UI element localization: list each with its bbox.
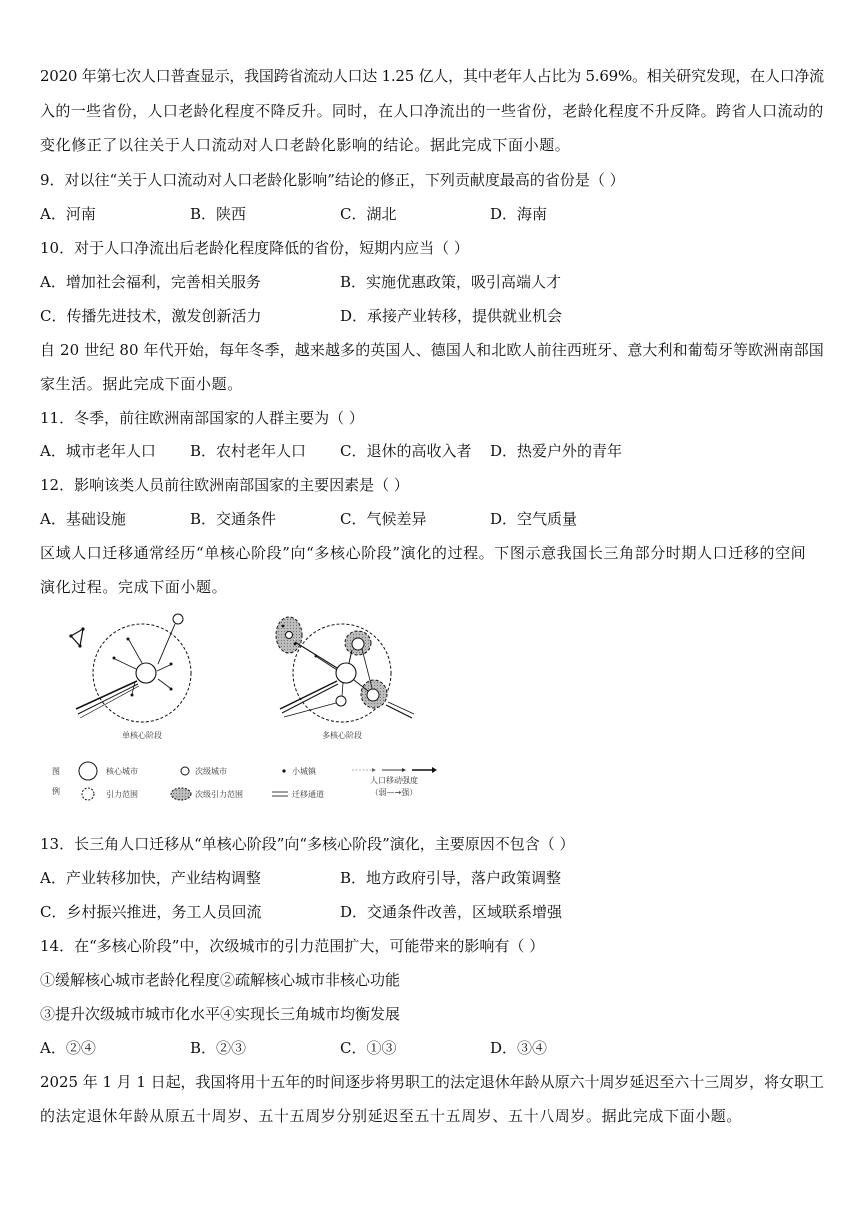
option-b[interactable]: B．地方政府引导，落户政策调整 bbox=[340, 869, 562, 887]
legend-secondary-city-label: 次级城市 bbox=[195, 767, 227, 776]
question-9: 9．对以往“关于人口流动对人口老龄化影响”结论的修正，下列贡献度最高的省份是（ ） bbox=[40, 171, 625, 189]
legend-secondary-range-symbol bbox=[171, 788, 191, 800]
option-b[interactable]: B．②③ bbox=[190, 1039, 247, 1057]
option-b[interactable]: B．陕西 bbox=[190, 205, 247, 223]
single-core-stage bbox=[69, 614, 191, 740]
legend-channel-label: 迁移通道 bbox=[292, 790, 324, 799]
migration-diagram bbox=[40, 606, 440, 818]
multi-core-stage bbox=[276, 617, 414, 740]
question-11: 11．冬季，前往欧洲南部国家的人群主要为（ ） bbox=[40, 409, 364, 427]
option-d[interactable]: D．交通条件改善，区域联系增强 bbox=[340, 903, 563, 921]
option-a[interactable]: A．河南 bbox=[40, 205, 96, 223]
question-14-statements-1: ①缓解核心城市老龄化程度②疏解核心城市非核心功能 bbox=[40, 971, 401, 989]
question-14: 14．在“多核心阶段”中，次级城市的引力范围扩大，可能带来的影响有（ ） bbox=[40, 937, 545, 955]
legend-intensity-label: 人口移动强度 bbox=[370, 776, 418, 785]
option-d[interactable]: D．空气质量 bbox=[490, 510, 578, 528]
secondary-city bbox=[173, 614, 183, 624]
option-c[interactable]: C．湖北 bbox=[340, 205, 397, 223]
question-14-statements-2: ③提升次级城市城市化水平④实现长三角城市均衡发展 bbox=[40, 1005, 401, 1023]
legend-attraction-range-label: 引力范围 bbox=[106, 790, 138, 799]
legend-small-town-symbol bbox=[282, 769, 285, 772]
option-c[interactable]: C．退休的高收入者 bbox=[340, 442, 472, 460]
passage-2-line-1: 自 20 世纪 80 年代开始，每年冬季，越来越多的英国人、德国人和北欧人前往西班牙、意大利和葡萄牙等欧洲南部国 bbox=[40, 341, 824, 359]
core-city bbox=[136, 663, 156, 683]
question-10: 10．对于人口净流出后老龄化程度降低的省份，短期内应当（ ） bbox=[40, 239, 469, 257]
legend-secondary-range-label: 次级引力范围 bbox=[195, 790, 243, 799]
option-c[interactable]: C．传播先进技术，激发创新活力 bbox=[40, 307, 262, 325]
legend-attraction-range-symbol bbox=[82, 788, 94, 800]
passage-3-line-1: 区域人口迁移通常经历“单核心阶段”向“多核心阶段”演化的过程。下图示意我国长三角部分时期人口迁移的空间 bbox=[40, 544, 807, 562]
core-city bbox=[336, 663, 356, 683]
legend-secondary-city-symbol bbox=[181, 767, 189, 775]
legend-small-town-label: 小城镇 bbox=[292, 767, 316, 776]
option-d[interactable]: D．承接产业转移，提供就业机会 bbox=[340, 307, 563, 325]
legend-title: 图 bbox=[52, 767, 60, 776]
passage-3-line-2: 演化过程。完成下面小题。 bbox=[40, 578, 228, 596]
option-a[interactable]: A．城市老年人口 bbox=[40, 442, 156, 460]
legend bbox=[52, 762, 437, 800]
option-c[interactable]: C．气候差异 bbox=[340, 510, 427, 528]
option-d[interactable]: D．海南 bbox=[490, 205, 548, 223]
passage-1-line-2: 入的一些省份，人口老龄化程度不降反升。同时，在人口净流出的一些省份，老龄化程度不升反降。跨省人口流动的 bbox=[40, 102, 824, 120]
question-13: 13．长三角人口迁移从“单核心阶段”向“多核心阶段”演化，主要原因不包含（ ） bbox=[40, 835, 575, 853]
legend-core-city-symbol bbox=[79, 762, 97, 780]
passage-2-line-2: 家生活。据此完成下面小题。 bbox=[40, 375, 243, 393]
passage-4-line-1: 2025 年 1 月 1 日起，我国将用十五年的时间逐步将男职工的法定退休年龄从原六十周岁延迟至六十三周岁，将女职工 bbox=[40, 1073, 824, 1091]
small-town-cluster bbox=[71, 629, 83, 646]
option-b[interactable]: B．农村老年人口 bbox=[190, 442, 307, 460]
question-12: 12．影响该类人员前往欧洲南部国家的主要因素是（ ） bbox=[40, 476, 409, 494]
option-b[interactable]: B．实施优惠政策，吸引高端人才 bbox=[340, 273, 562, 291]
option-c[interactable]: C．乡村振兴推进，务工人员回流 bbox=[40, 903, 262, 921]
legend-core-city-label: 核心城市 bbox=[106, 767, 138, 776]
secondary-city bbox=[352, 638, 364, 650]
option-d[interactable]: D．③④ bbox=[490, 1039, 548, 1057]
option-b[interactable]: B．交通条件 bbox=[190, 510, 277, 528]
option-a[interactable]: A．基础设施 bbox=[40, 510, 126, 528]
option-d[interactable]: D．热爱户外的青年 bbox=[490, 442, 623, 460]
legend-intensity-scale: （弱—→强） bbox=[370, 788, 418, 797]
passage-4-line-2: 的法定退休年龄从原五十周岁、五十五周岁分别延迟至五十五周岁、五十八周岁。据此完成下面小题。 bbox=[40, 1107, 743, 1125]
option-c[interactable]: C．①③ bbox=[340, 1039, 397, 1057]
option-a[interactable]: A．产业转移加快，产业结构调整 bbox=[40, 869, 261, 887]
option-a[interactable]: A．增加社会福利，完善相关服务 bbox=[40, 273, 261, 291]
passage-1-line-3: 变化修正了以往关于人口流动对人口老龄化影响的结论。据此完成下面小题。 bbox=[40, 136, 571, 154]
migration-channel bbox=[76, 681, 137, 709]
option-a[interactable]: A．②④ bbox=[40, 1039, 96, 1057]
svg-text:例: 例 bbox=[52, 787, 60, 796]
stage-2-label: 多核心阶段 bbox=[322, 731, 362, 740]
stage-1-label: 单核心阶段 bbox=[122, 731, 162, 740]
passage-1-line-1: 2020 年第七次人口普查显示，我国跨省流动人口达 1.25 亿人，其中老年人占比为 5.69%。相关研究发现，在人口净流 bbox=[40, 67, 824, 85]
